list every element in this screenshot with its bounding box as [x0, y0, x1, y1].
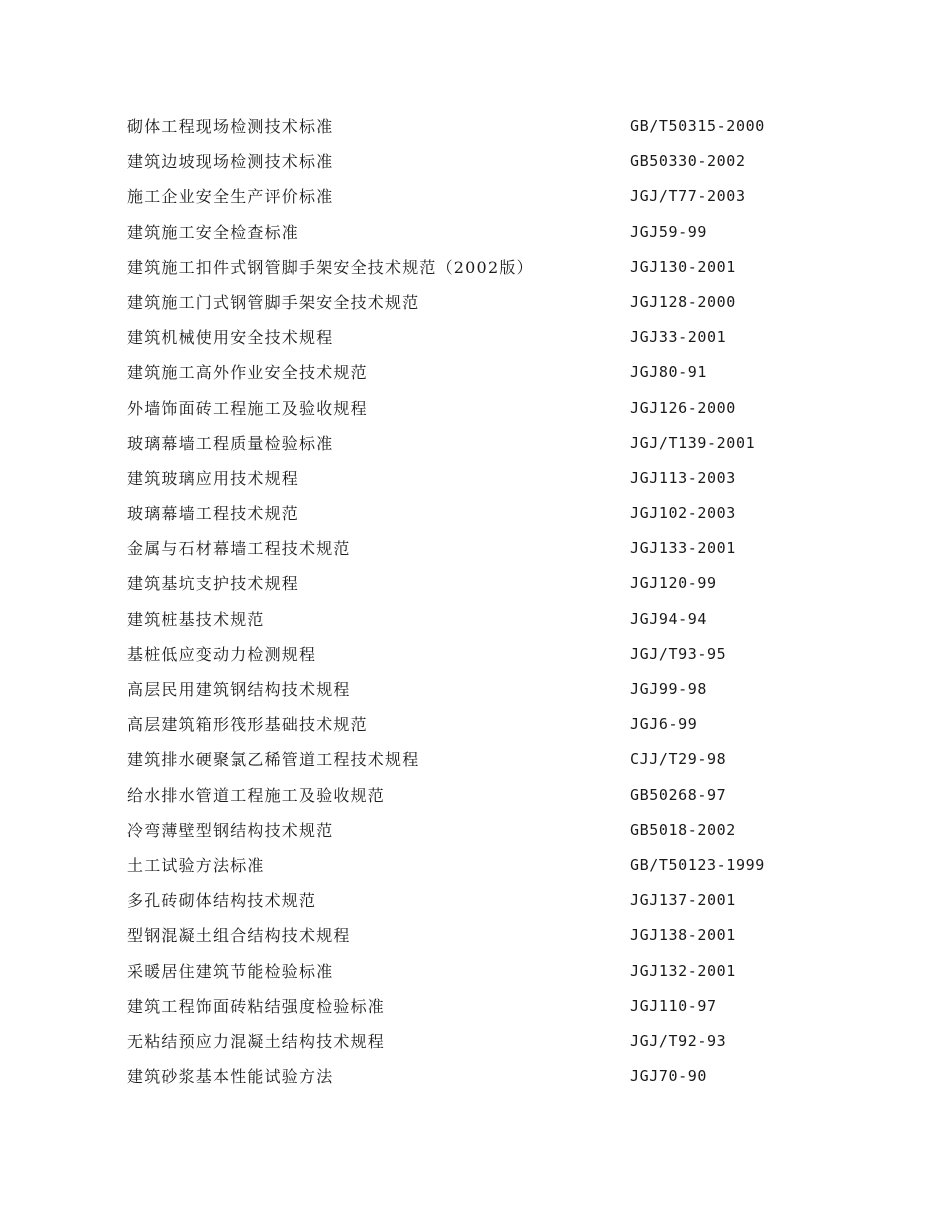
standard-code: CJJ/T29-98 [630, 750, 727, 769]
standard-row [127, 144, 847, 179]
standard-code: JGJ110-97 [630, 996, 717, 1015]
standard-name: 冷弯薄壁型钢结构技术规范 [127, 820, 334, 840]
standard-name: 采暖居住建筑节能检验标准 [127, 961, 334, 981]
standard-row [127, 848, 847, 883]
standard-code: JGJ113-2003 [630, 468, 736, 487]
standard-name: 砌体工程现场检测技术标准 [127, 117, 334, 136]
standard-row [127, 742, 847, 777]
standard-name: 建筑机械使用安全技术规程 [127, 328, 334, 348]
standard-name: 建筑施工安全检查标准 [127, 222, 300, 242]
standard-row [127, 215, 847, 250]
standard-code: GB/T50123-1999 [630, 855, 765, 874]
standard-code: JGJ/T139-2001 [630, 433, 756, 452]
standard-code: JGJ120-99 [630, 574, 717, 593]
standard-row [127, 531, 847, 566]
standard-name: 建筑桩基技术规范 [127, 609, 265, 629]
standard-code: JGJ6-99 [630, 715, 698, 734]
standard-name: 建筑施工高外作业安全技术规范 [127, 363, 368, 383]
standard-code: GB50268-97 [630, 785, 727, 804]
standard-name: 无粘结预应力混凝土结构技术规程 [127, 1031, 386, 1051]
standard-row [127, 989, 847, 1024]
standard-row [127, 918, 847, 953]
standard-row [127, 1024, 847, 1059]
standard-row [127, 250, 847, 285]
standard-code: JGJ102-2003 [630, 504, 736, 523]
standard-code: GB5018-2002 [630, 820, 736, 839]
standard-row [127, 637, 847, 672]
standard-name: 基桩低应变动力检测规程 [127, 644, 317, 664]
standard-row [127, 355, 847, 390]
standard-code: JGJ99-98 [630, 680, 708, 698]
standard-name: 多孔砖砌体结构技术规范 [127, 891, 317, 911]
standard-code: GB/T50315-2000 [630, 117, 765, 135]
standard-code: JGJ137-2001 [630, 891, 736, 910]
standard-code: JGJ132-2001 [630, 961, 736, 980]
standards-list [127, 109, 847, 1094]
standard-name: 给水排水管道工程施工及验收规范 [127, 785, 386, 805]
standard-code: JGJ126-2000 [630, 398, 736, 417]
standard-name: 建筑施工扣件式钢管脚手架安全技术规范（2002版） [127, 257, 534, 277]
standard-code: JGJ80-91 [630, 363, 708, 382]
standard-row [127, 496, 847, 531]
standard-name: 金属与石材幕墙工程技术规范 [127, 539, 351, 559]
standard-name: 建筑砂浆基本性能试验方法 [127, 1067, 334, 1087]
standard-name: 施工企业安全生产评价标准 [127, 187, 334, 207]
standard-row [127, 426, 847, 461]
standard-row [127, 320, 847, 355]
standard-name: 建筑边坡现场检测技术标准 [127, 152, 334, 172]
standard-name: 玻璃幕墙工程质量检验标准 [127, 433, 334, 453]
standard-code: JGJ94-94 [630, 609, 708, 628]
standard-code: JGJ33-2001 [630, 328, 727, 347]
standard-row [127, 461, 847, 496]
standard-row [127, 391, 847, 426]
standard-name: 建筑基坑支护技术规程 [127, 574, 300, 594]
standard-name: 型钢混凝土组合结构技术规程 [127, 926, 351, 946]
standard-row [127, 285, 847, 320]
standard-row [127, 672, 847, 707]
standard-row [127, 179, 847, 214]
standard-code: JGJ138-2001 [630, 926, 736, 945]
standard-row [127, 883, 847, 918]
standard-row [127, 813, 847, 848]
standard-row [127, 1059, 847, 1094]
standard-code: JGJ133-2001 [630, 539, 736, 558]
standard-row [127, 602, 847, 637]
standard-code: JGJ128-2000 [630, 292, 736, 311]
standard-row [127, 778, 847, 813]
standard-code: JGJ70-90 [630, 1067, 708, 1086]
standard-name: 建筑施工门式钢管脚手架安全技术规范 [127, 292, 420, 312]
standard-row [127, 954, 847, 989]
standard-row [127, 109, 847, 144]
standard-code: GB50330-2002 [630, 152, 746, 171]
standard-code: JGJ130-2001 [630, 257, 736, 276]
standard-code: JGJ/T92-93 [630, 1031, 727, 1050]
standard-row [127, 566, 847, 601]
standard-name: 外墙饰面砖工程施工及验收规程 [127, 398, 368, 418]
standard-name: 高层建筑箱形筏形基础技术规范 [127, 715, 368, 735]
standard-name: 玻璃幕墙工程技术规范 [127, 504, 300, 524]
standard-name: 土工试验方法标准 [127, 855, 265, 875]
standard-name: 建筑工程饰面砖粘结强度检验标准 [127, 996, 386, 1016]
standard-code: JGJ/T77-2003 [630, 187, 746, 206]
standard-code: JGJ/T93-95 [630, 644, 727, 663]
standard-name: 建筑排水硬聚氯乙稀管道工程技术规程 [127, 750, 420, 770]
standard-name: 建筑玻璃应用技术规程 [127, 468, 300, 488]
standard-name: 高层民用建筑钢结构技术规程 [127, 680, 351, 699]
standard-row [127, 707, 847, 742]
standard-code: JGJ59-99 [630, 222, 708, 241]
